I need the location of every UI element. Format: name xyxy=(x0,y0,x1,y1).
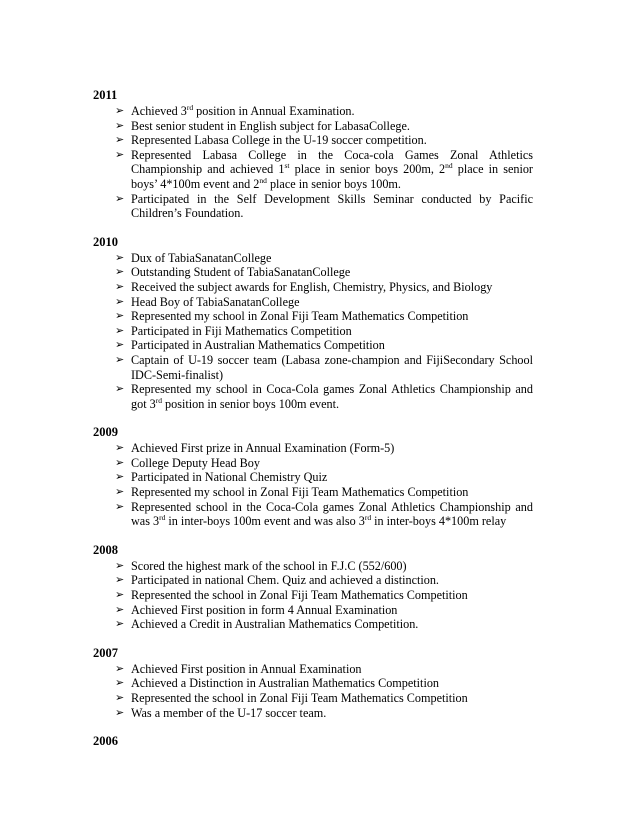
achievement-item xyxy=(93,353,533,382)
arrow-bullet-icon: ➢ xyxy=(115,661,125,675)
arrow-bullet-icon: ➢ xyxy=(115,309,125,323)
year-section-2007 xyxy=(93,646,533,720)
achievement-text: Represented school in the Coca-Cola games Zonal Athletics Championship and was 3 xyxy=(131,499,533,529)
achievement-text: Participated in national Chem. Quiz and achieved a distinction. xyxy=(131,573,439,588)
ordinal-suffix: st xyxy=(284,161,290,171)
achievement-text: Captain of U-19 soccer team (Labasa zone-champion and FijiSecondary School IDC-Semi-finalist) xyxy=(131,352,533,382)
achievement-text: Represented my school in Coca-Cola games Zonal Athletics Championship and got 3 xyxy=(131,382,533,411)
arrow-bullet-icon: ➢ xyxy=(115,455,125,469)
achievement-item xyxy=(93,382,533,411)
achievement-item xyxy=(93,573,533,588)
achievement-item xyxy=(93,280,533,295)
year-heading: 2008 xyxy=(93,542,118,557)
achievement-item xyxy=(93,617,533,632)
arrow-bullet-icon: ➢ xyxy=(115,499,125,513)
arrow-bullet-icon: ➢ xyxy=(115,676,125,690)
achievement-item xyxy=(93,295,533,310)
achievement-text: Achieved First prize in Annual Examination (Form-5) xyxy=(131,441,395,456)
achievement-text: place in senior boys 100m. xyxy=(266,176,401,191)
achievement-text: Represented the school in Zonal Fiji Team Mathematics Competition xyxy=(131,588,468,603)
achievement-text: place in senior boys 200m, 2 xyxy=(289,162,446,177)
ordinal-suffix: rd xyxy=(186,102,194,112)
achievement-text: in inter-boys 100m event and was also 3 xyxy=(165,514,365,529)
achievement-text: Scored the highest mark of the school in F.J.C (552/600) xyxy=(131,558,407,573)
achievement-text: position in Annual Examination. xyxy=(193,104,355,118)
arrow-bullet-icon: ➢ xyxy=(115,573,125,587)
achievement-item xyxy=(93,104,533,119)
achievement-item xyxy=(93,324,533,339)
achievement-item xyxy=(93,338,533,353)
achievement-item xyxy=(93,662,533,677)
achievement-text: Represented Labasa College in the U-19 soccer competition. xyxy=(131,133,427,148)
arrow-bullet-icon: ➢ xyxy=(115,104,125,117)
achievement-item xyxy=(93,691,533,706)
achievement-item xyxy=(93,485,533,500)
achievement-text: in inter-boys 4*100m relay xyxy=(371,514,507,529)
achievement-item xyxy=(93,588,533,603)
achievement-item xyxy=(93,500,533,529)
ordinal-suffix: nd xyxy=(259,175,267,185)
year-heading: 2009 xyxy=(93,425,118,440)
achievement-text: Achieved a Credit in Australian Mathematics Competition. xyxy=(131,617,419,632)
achievement-list xyxy=(93,559,533,632)
achievement-text: Dux of TabiaSanatanCollege xyxy=(131,250,272,265)
achievement-text: Best senior student in English subject for LabasaCollege. xyxy=(131,118,410,133)
arrow-bullet-icon: ➢ xyxy=(115,588,125,602)
achievement-item xyxy=(93,559,533,574)
year-heading: 2006 xyxy=(93,734,118,749)
achievement-text: Achieved a Distinction in Australian Mathematics Competition xyxy=(131,676,440,691)
year-section-2010 xyxy=(93,235,533,412)
arrow-bullet-icon: ➢ xyxy=(115,147,125,161)
achievement-text: Participated in Australian Mathematics Competition xyxy=(131,338,385,353)
arrow-bullet-icon: ➢ xyxy=(115,691,125,704)
arrow-bullet-icon: ➢ xyxy=(115,485,125,499)
document-page xyxy=(93,88,533,763)
achievement-text: place in senior boys’ 4*100m event and 2 xyxy=(131,162,533,191)
arrow-bullet-icon: ➢ xyxy=(115,382,125,396)
arrow-bullet-icon: ➢ xyxy=(115,250,125,264)
year-heading: 2010 xyxy=(93,234,118,249)
achievement-text: Outstanding Student of TabiaSanatanCollege xyxy=(131,265,351,280)
arrow-bullet-icon: ➢ xyxy=(115,602,125,616)
achievement-item xyxy=(93,706,533,721)
achievement-item xyxy=(93,148,533,192)
achievement-item xyxy=(93,133,533,148)
achievement-item xyxy=(93,456,533,471)
achievement-text: Head Boy of TabiaSanatanCollege xyxy=(131,294,300,309)
achievement-text: Participated in Fiji Mathematics Competition xyxy=(131,323,352,338)
achievement-text: position in senior boys 100m event. xyxy=(161,396,340,411)
achievement-list xyxy=(93,662,533,720)
arrow-bullet-icon: ➢ xyxy=(115,265,125,279)
arrow-bullet-icon: ➢ xyxy=(115,191,125,205)
achievement-list xyxy=(93,104,533,221)
achievement-list xyxy=(93,251,533,412)
achievement-text: Received the subject awards for English, Chemistry, Physics, and Biology xyxy=(131,279,493,294)
arrow-bullet-icon: ➢ xyxy=(115,617,125,631)
ordinal-suffix: rd xyxy=(364,513,372,523)
achievement-list xyxy=(93,441,533,529)
achievement-item xyxy=(93,676,533,691)
ordinal-suffix: rd xyxy=(159,513,166,523)
arrow-bullet-icon: ➢ xyxy=(115,279,125,293)
arrow-bullet-icon: ➢ xyxy=(115,323,125,337)
achievement-text: College Deputy Head Boy xyxy=(131,455,260,470)
arrow-bullet-icon: ➢ xyxy=(115,352,125,366)
achievement-item xyxy=(93,603,533,618)
arrow-bullet-icon: ➢ xyxy=(115,705,125,719)
achievement-item xyxy=(93,309,533,324)
achievement-text: Achieved First position in Annual Examination xyxy=(131,661,362,676)
achievement-text: Achieved First position in form 4 Annual Examination xyxy=(131,602,398,617)
achievement-item xyxy=(93,192,533,221)
arrow-bullet-icon: ➢ xyxy=(115,338,125,352)
achievement-text: Achieved 3 xyxy=(131,104,187,118)
achievement-item xyxy=(93,265,533,280)
arrow-bullet-icon: ➢ xyxy=(115,470,125,484)
year-heading: 2011 xyxy=(93,88,118,102)
achievement-text: Participated in the Self Development Skills Seminar conducted by Pacific Children’s Foundation. xyxy=(131,191,533,221)
year-section-2011 xyxy=(93,88,533,221)
ordinal-suffix: rd xyxy=(155,395,162,405)
achievement-text: Represented my school in Zonal Fiji Team Mathematics Competition xyxy=(131,309,469,324)
achievement-text: Represented my school in Zonal Fiji Team Mathematics Competition xyxy=(131,485,469,500)
achievement-text: Represented Labasa College in the Coca-cola Games Zonal Athletics Championship and achieved 1 xyxy=(131,147,533,177)
arrow-bullet-icon: ➢ xyxy=(115,133,125,147)
year-section-2009 xyxy=(93,425,533,529)
arrow-bullet-icon: ➢ xyxy=(115,118,125,132)
arrow-bullet-icon: ➢ xyxy=(115,294,125,308)
achievement-item xyxy=(93,470,533,485)
arrow-bullet-icon: ➢ xyxy=(115,558,125,572)
achievement-item xyxy=(93,251,533,266)
year-heading: 2007 xyxy=(93,645,118,660)
ordinal-suffix: nd xyxy=(445,161,453,171)
achievement-text: Participated in National Chemistry Quiz xyxy=(131,470,328,485)
achievement-item xyxy=(93,441,533,456)
year-section-2006 xyxy=(93,734,533,749)
achievement-text: Represented the school in Zonal Fiji Team Mathematics Competition xyxy=(131,691,468,705)
year-section-2008 xyxy=(93,543,533,632)
achievement-text: Was a member of the U-17 soccer team. xyxy=(131,705,327,720)
arrow-bullet-icon: ➢ xyxy=(115,441,125,455)
achievement-item xyxy=(93,119,533,134)
